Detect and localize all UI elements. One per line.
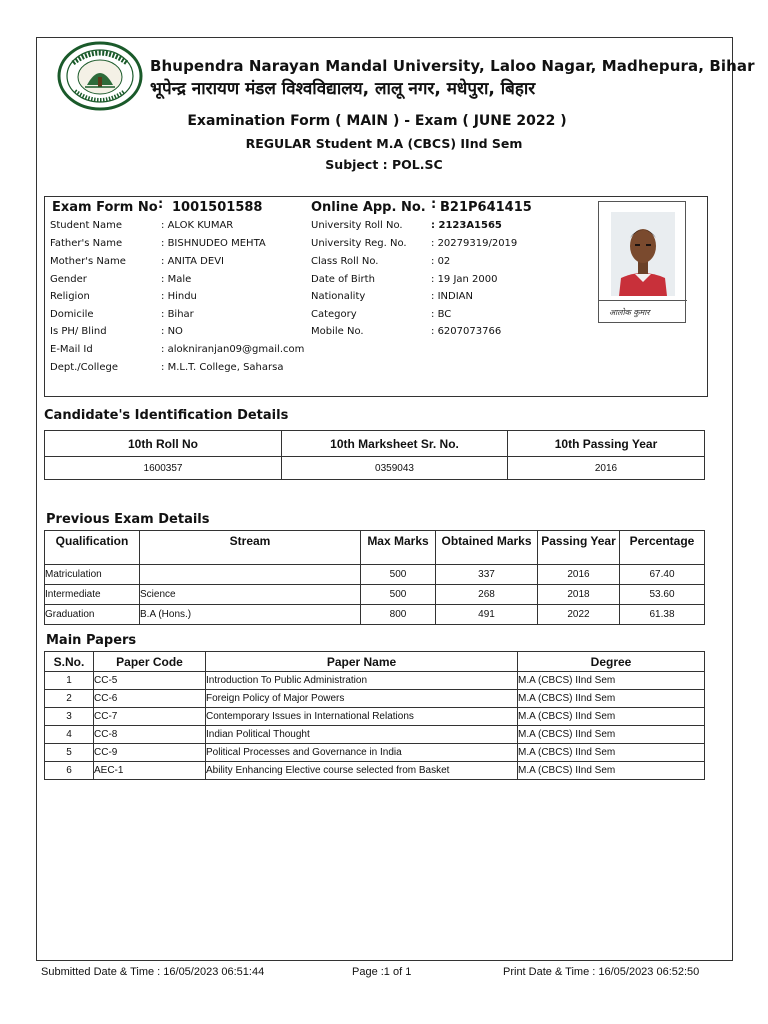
table-header: Obtained Marks xyxy=(436,531,538,565)
field-label: Dept./College xyxy=(50,362,118,373)
signature-text: आलोक कुमार xyxy=(609,308,650,317)
submitted-datetime: Submitted Date & Time : 16/05/2023 06:51:44 xyxy=(41,966,265,978)
field-label: Father's Name xyxy=(50,238,123,249)
field-value: Hindu xyxy=(167,291,197,302)
field-label: University Reg. No. xyxy=(311,238,407,249)
field-value: 19 Jan 2000 xyxy=(437,274,498,285)
table-header: Paper Code xyxy=(94,652,206,672)
field-label: Mother's Name xyxy=(50,256,126,267)
field-value: alokniranjan09@gmail.com xyxy=(167,344,305,355)
field-label: University Roll No. xyxy=(311,220,403,231)
online-app-value: B21P641415 xyxy=(440,200,532,215)
field-value: Male xyxy=(167,274,192,285)
table-cell: 800 xyxy=(361,605,436,625)
table-cell: M.A (CBCS) IInd Sem xyxy=(518,726,705,744)
table-cell: 2016 xyxy=(538,565,620,585)
table-row xyxy=(45,605,705,625)
table-cell: 2 xyxy=(45,690,94,708)
identification-title: Candidate's Identification Details xyxy=(44,408,289,423)
exam-form-no-value: 1001501588 xyxy=(172,200,263,215)
identification-table xyxy=(44,430,705,480)
field-value: M.L.T. College, Saharsa xyxy=(167,362,284,373)
field-value: 20279319/2019 xyxy=(437,238,518,249)
field-label: Religion xyxy=(50,291,90,302)
table-cell: 2022 xyxy=(538,605,620,625)
table-cell: 268 xyxy=(436,585,538,605)
table-row xyxy=(45,726,705,744)
field-label: Category xyxy=(311,309,357,320)
table-cell: Intermediate xyxy=(45,585,140,605)
table-cell: 6 xyxy=(45,762,94,780)
table-row xyxy=(45,690,705,708)
table-cell: 5 xyxy=(45,744,94,762)
table-header: 10th Passing Year xyxy=(508,431,705,457)
table-cell: CC-9 xyxy=(94,744,206,762)
page-border xyxy=(36,37,733,961)
table-header: Percentage xyxy=(620,531,705,565)
field-label: Student Name xyxy=(50,220,123,231)
table-header: Stream xyxy=(140,531,361,565)
table-cell: Science xyxy=(140,585,361,605)
table-cell: 61.38 xyxy=(620,605,705,625)
table-cell: 3 xyxy=(45,708,94,726)
field-value: 6207073766 xyxy=(437,326,502,337)
table-cell: 53.60 xyxy=(620,585,705,605)
university-name-english: Bhupendra Narayan Mandal University, Laloo Nagar, Madhepura, Bihar xyxy=(150,57,755,75)
table-cell: CC-6 xyxy=(94,690,206,708)
student-portrait-icon xyxy=(611,212,675,296)
table-cell: AEC-1 xyxy=(94,762,206,780)
exam-title: Examination Form ( MAIN ) - Exam ( JUNE 2022 ) xyxy=(187,113,567,129)
field-label: Gender xyxy=(50,274,87,285)
table-row xyxy=(45,585,705,605)
field-label: Date of Birth xyxy=(311,274,375,285)
online-app-label: Online App. No. xyxy=(311,200,426,215)
student-info-box: Exam Form No : 1001501588 Online App. No. : B21P641415 Student Name : ALOK KUMAR Father's Name : BISHNUDEO MEHTA Mother's Name : ANITA DEVI Gender : Male Religion : Hindu Domicile : Bihar Is PH/ Blind : NO E-Mail Id : alokniranjan09@gmail.com Dept./College : M.L.T. College, Saharsa University Roll No. : 2123A1565 University Reg. No. : 20279319/2019 Class Roll No. : 02 Date of Birth : 19 Jan 2000 Nationality : INDIAN Category : BC Mobile No. : 6207073766 आलोक कुमार xyxy=(44,196,708,397)
table-cell: Foreign Policy of Major Powers xyxy=(206,690,518,708)
table-header: Degree xyxy=(518,652,705,672)
table-cell xyxy=(140,565,361,585)
table-cell: 1600357 xyxy=(45,457,282,480)
table-cell: Ability Enhancing Elective course selected from Basket xyxy=(206,762,518,780)
table-row xyxy=(45,762,705,780)
subject: Subject : POL.SC xyxy=(325,157,443,172)
field-label: Domicile xyxy=(50,309,94,320)
table-cell: M.A (CBCS) IInd Sem xyxy=(518,690,705,708)
table-cell: M.A (CBCS) IInd Sem xyxy=(518,744,705,762)
table-cell: 1 xyxy=(45,672,94,690)
table-cell: Indian Political Thought xyxy=(206,726,518,744)
table-header: 10th Roll No xyxy=(45,431,282,457)
table-cell: M.A (CBCS) IInd Sem xyxy=(518,762,705,780)
field-value: NO xyxy=(167,326,183,337)
field-label: E-Mail Id xyxy=(50,344,93,355)
university-logo-icon xyxy=(57,41,143,111)
table-cell: M.A (CBCS) IInd Sem xyxy=(518,708,705,726)
table-cell: CC-8 xyxy=(94,726,206,744)
field-value: BC xyxy=(437,309,452,320)
page-number: Page :1 of 1 xyxy=(352,966,412,978)
field-label: Mobile No. xyxy=(311,326,364,337)
main-papers-table xyxy=(44,651,705,780)
table-header: Max Marks xyxy=(361,531,436,565)
field-value: ANITA DEVI xyxy=(167,256,224,267)
field-value: BISHNUDEO MEHTA xyxy=(167,238,266,249)
field-value: Bihar xyxy=(167,309,194,320)
field-value: 2123A1565 xyxy=(438,220,502,231)
table-row xyxy=(45,708,705,726)
table-header: S.No. xyxy=(45,652,94,672)
table-cell: 4 xyxy=(45,726,94,744)
field-label: Class Roll No. xyxy=(311,256,379,267)
field-label: Is PH/ Blind xyxy=(50,326,107,337)
table-row xyxy=(45,672,705,690)
table-cell: CC-5 xyxy=(94,672,206,690)
print-datetime: Print Date & Time : 16/05/2023 06:52:50 xyxy=(503,966,700,978)
signature xyxy=(599,300,687,326)
table-cell: 67.40 xyxy=(620,565,705,585)
table-header: Qualification xyxy=(45,531,140,565)
table-cell: 2018 xyxy=(538,585,620,605)
table-cell: M.A (CBCS) IInd Sem xyxy=(518,672,705,690)
exam-form-no-label: Exam Form No xyxy=(52,200,158,215)
table-cell: 491 xyxy=(436,605,538,625)
table-row xyxy=(45,744,705,762)
table-cell: 2016 xyxy=(508,457,705,480)
main-papers-title: Main Papers xyxy=(46,633,137,648)
table-cell: Contemporary Issues in International Relations xyxy=(206,708,518,726)
student-type: REGULAR Student M.A (CBCS) IInd Sem xyxy=(245,136,523,151)
table-cell: 0359043 xyxy=(282,457,508,480)
table-cell: Introduction To Public Administration xyxy=(206,672,518,690)
table-cell: Political Processes and Governance in India xyxy=(206,744,518,762)
field-label: Nationality xyxy=(311,291,366,302)
table-cell: CC-7 xyxy=(94,708,206,726)
table-cell: B.A (Hons.) xyxy=(140,605,361,625)
previous-exams-title: Previous Exam Details xyxy=(46,512,210,527)
table-header: Passing Year xyxy=(538,531,620,565)
previous-exams-table xyxy=(44,530,705,625)
student-photo xyxy=(598,201,686,323)
field-value: INDIAN xyxy=(437,291,473,302)
table-cell: 337 xyxy=(436,565,538,585)
table-cell: Matriculation xyxy=(45,565,140,585)
table-header: 10th Marksheet Sr. No. xyxy=(282,431,508,457)
table-cell: Graduation xyxy=(45,605,140,625)
field-value: 02 xyxy=(437,256,451,267)
table-header: Paper Name xyxy=(206,652,518,672)
table-row xyxy=(45,565,705,585)
field-value: ALOK KUMAR xyxy=(167,220,234,231)
university-name-hindi: भूपेन्द्र नारायण मंडल विश्वविद्यालय, लालू नगर, मधेपुरा, बिहार xyxy=(150,79,536,99)
table-cell: 500 xyxy=(361,565,436,585)
table-cell: 500 xyxy=(361,585,436,605)
